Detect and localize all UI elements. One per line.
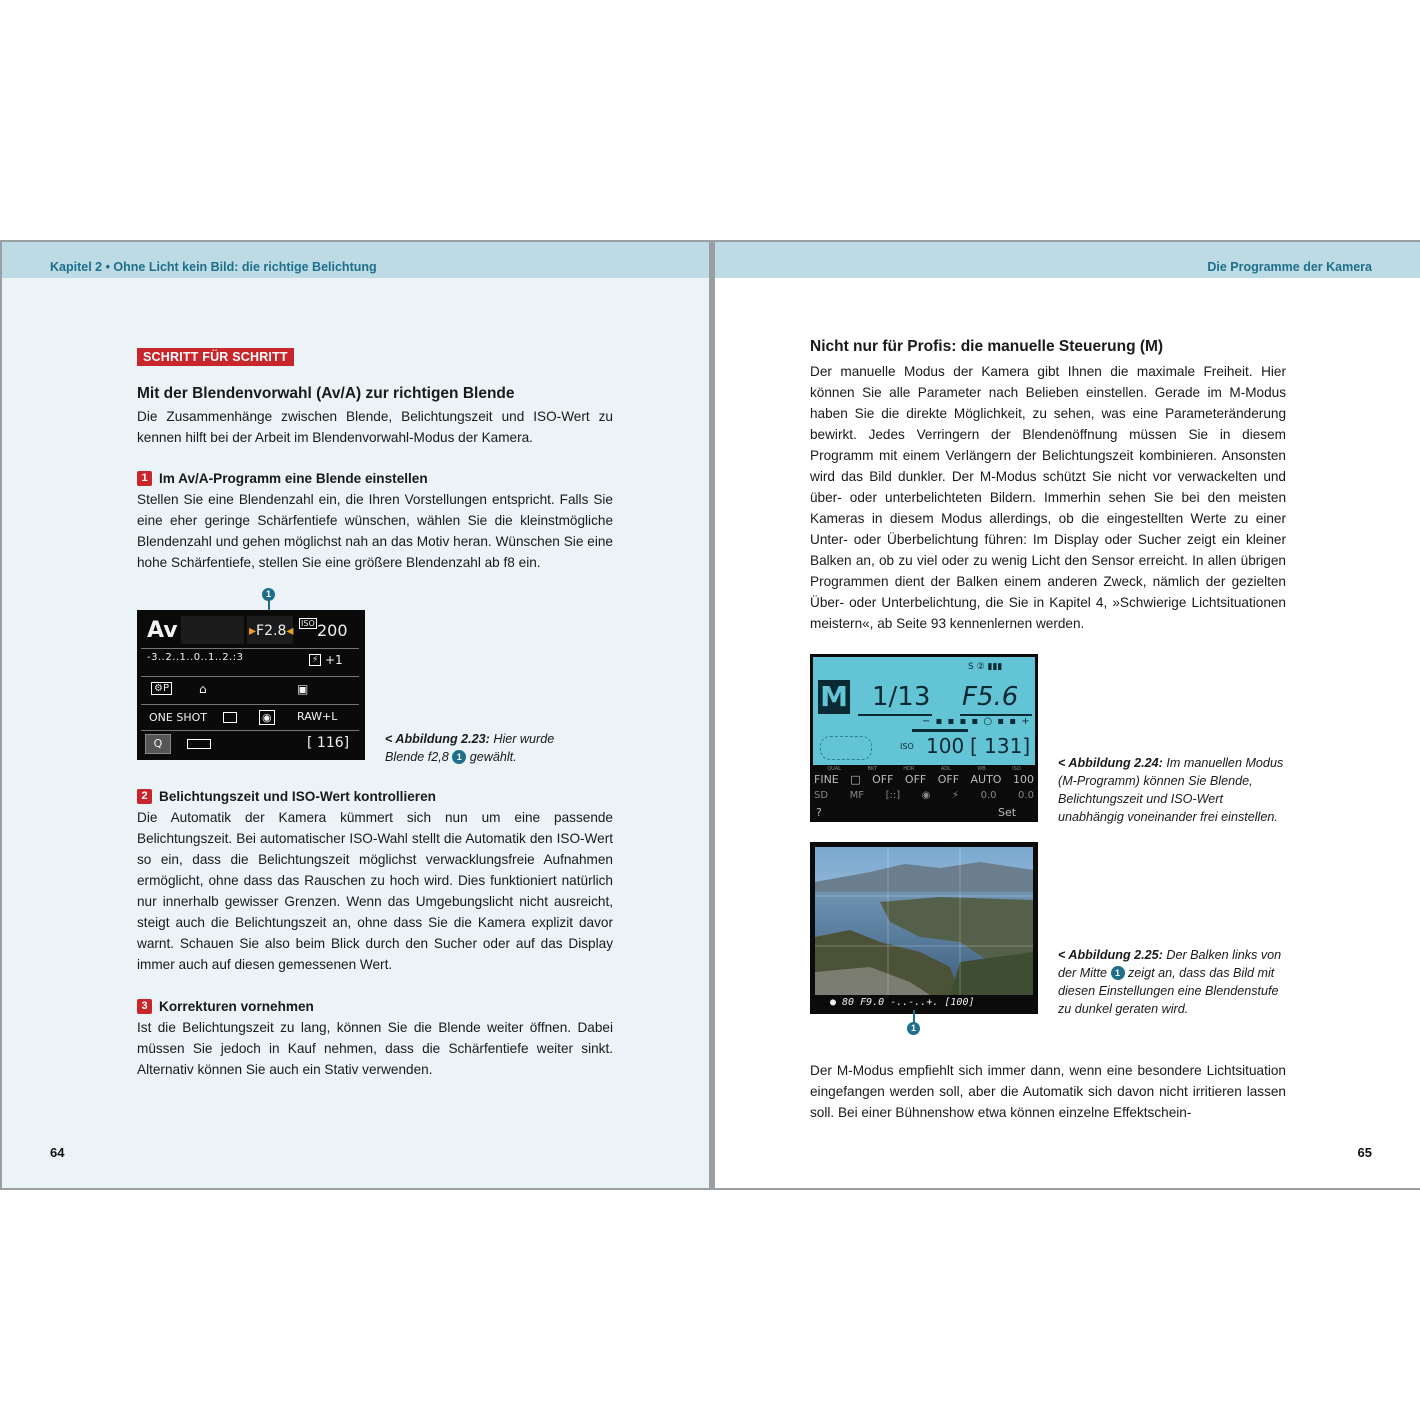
row-label-iso: ISO [1012, 766, 1021, 772]
right-running-head-text: Die Programme der Kamera [1207, 260, 1372, 274]
picture-style-icon: ⚙P [151, 682, 172, 695]
lcd-mode: Av [147, 618, 178, 643]
flash-comp-icon: ⚡ [309, 654, 321, 666]
step-1-title: Im Av/A-Programm eine Blende einstellen [159, 471, 428, 486]
live-view-frame [810, 842, 1038, 1014]
lcd-underexposure-bar [912, 729, 968, 732]
lcd-divider [141, 704, 359, 705]
right-section-heading: Nicht nur für Profis: die manuelle Steuerung (M) [810, 338, 1164, 355]
step-by-step-banner: SCHRITT FÜR SCHRITT [137, 348, 294, 366]
lcd-af-mode: ONE SHOT [149, 711, 207, 724]
lcd-exposure-bar: − ▪ ▪ ▪ ▪ ○ ▪ ▪ + [922, 716, 1031, 727]
canon-lcd-screen [137, 610, 365, 760]
right-page [715, 242, 1420, 1188]
left-text-block-2 [137, 786, 613, 1080]
lcd-shutter: 1/13 [872, 682, 931, 712]
right-text-block-2 [810, 1060, 1286, 1123]
lcd-aperture-arrows: ▸F2.8◂ [249, 623, 294, 639]
lcd-set-label[interactable]: Set [998, 806, 1017, 819]
book-spread [0, 240, 1420, 1190]
figure-223-caption-text-b: gewählt. [469, 750, 517, 764]
lcd-row2-flash[interactable]: ⚡ [951, 790, 960, 801]
figure-224-caption-label: Abbildung 2.24: [1068, 756, 1163, 770]
lcd-m-mode: M [818, 680, 850, 714]
lcd-iso: 200 [317, 621, 348, 640]
lcd-row-1 [814, 773, 1034, 786]
step-1-number: 1 [137, 471, 152, 486]
right-running-head [715, 242, 1420, 278]
figure-225-marker: 1 [907, 1022, 920, 1035]
white-balance-icon: ⌂ [199, 682, 207, 696]
lcd-row2-exp-comp[interactable]: 0.0 [1018, 790, 1034, 801]
lcd-row2-metering[interactable]: ◉ [921, 790, 931, 801]
lcd-shots-remaining: [ 116] [307, 735, 350, 751]
left-page-number: 64 [50, 1145, 65, 1160]
figure-223-marker: 1 [262, 588, 275, 601]
right-paragraph-1: Der manuelle Modus der Kamera gibt Ihnen die maximale Freiheit. Hier können Sie alle Parameter nach Belieben einstellen. Gerade im M-Modus haben Sie die direkte Möglichkeit, zu sehen, was eine Parameteränderung bewirkt. Jedes Verringern der Blendenöffnung müssen Sie in diesem Programm mit einem Verlängern der Belichtungszeit kombinieren. Ansonsten wird das Bild dunkler. Der M-Modus schützt Sie nicht vor verwackelten und über- oder unterbelichteten Bildern. Immerhin sehen Sie bei den meisten Kameras in diesem Modus allerdings, ob die eingestellten Werte zu einer Unter- oder Überbelichtung führen: Im Display oder Sucher zeigt ein kleiner Balken an, ob zu viel oder zu wenig Licht den Sensor erreicht. In allen übrigen Programmen dient der Balken einem anderen Zweck, nämlich der gezielten Über- oder Unterbelichtung, die Sie in Kapitel 4, »Schwierige Lichtsituationen meistern«, ab Seite 93 kennenlernen werden. [810, 364, 1286, 631]
left-page [2, 242, 709, 1188]
row-label-qual: QUAL [827, 766, 842, 772]
intro-paragraph: Die Zusammenhänge zwischen Blende, Belichtungszeit und ISO-Wert zu kennen hilft bei der Arbeit im Blendenvorwahl-Modus der Kamera. [137, 409, 613, 445]
figure-223-caption-text-a: Hier wurde Blende f2,8 [385, 732, 555, 764]
live-view-status-line: ● 80 F9.0 -..-..+. [100] [830, 997, 975, 1008]
lcd-aperture: F2.8 [256, 623, 287, 639]
lcd-divider [141, 676, 359, 677]
drive-single-icon [223, 712, 237, 723]
step-2-heading [137, 786, 613, 807]
lcd-row1-drive[interactable]: □ [850, 773, 861, 786]
lcd-iso-m: 100 [926, 734, 965, 758]
row-label-adl: ADL [940, 766, 951, 772]
lcd-row1-adl[interactable]: OFF [937, 773, 960, 786]
lcd-shutter-box [181, 616, 244, 644]
step-3-title: Korrekturen vornehmen [159, 999, 314, 1014]
figure-225-caption: < Abbildung 2.25: Der Balken links von der Mitte 1 zeigt an, dass das Bild mit diesen Einstellungen eine Blendenstufe zu dunkel geraten wird. [1058, 948, 1282, 1016]
figure-224-caption: < Abbildung 2.24: Im manuellen Modus (M-Programm) können Sie Blende, Belichtungszeit und ISO-Wert unabhängig voneinander frei einstellen. [1058, 756, 1284, 824]
right-page-number: 65 [1357, 1145, 1372, 1160]
lcd-iso-label: ISO [301, 619, 315, 628]
q-button[interactable]: Q [145, 734, 171, 754]
lcd-row1-hdr[interactable]: OFF [904, 773, 927, 786]
figure-224-caption-text: Im manuellen Modus (M-Programm) können Sie Blende, Belichtungszeit und ISO-Wert unabhängig voneinander frei einstellen. [1058, 756, 1284, 824]
row-label-hdr: HDR [903, 766, 915, 772]
lcd-row2-focus[interactable]: MF [849, 790, 865, 801]
left-running-head-text: Kapitel 2 • Ohne Licht kein Bild: die richtige Belichtung [50, 260, 377, 274]
figure-223-caption: < Abbildung 2.23: Hier wurde Blende f2,8 1 gewählt. [385, 732, 555, 764]
lcd-row2-af-area[interactable]: [::] [885, 790, 901, 801]
lighting-optimizer-icon: ▣ [297, 682, 309, 696]
lcd-quality: RAW+L [297, 710, 338, 723]
af-points-icon [820, 736, 872, 760]
lcd-row2-card[interactable]: SD [814, 790, 829, 801]
step-3-number: 3 [137, 999, 152, 1014]
lcd-row1-iso[interactable]: 100 [1012, 773, 1034, 786]
right-text-block [810, 337, 1286, 634]
figure-223-caption-label: Abbildung 2.23: [395, 732, 490, 746]
lcd-shots-m: [ 131] [970, 734, 1031, 758]
coastal-landscape-photo [810, 842, 1038, 1014]
lcd-exposure-scale: -3..2..1..0..1..2.:3 [147, 652, 244, 663]
figure-225-caption-marker: 1 [1111, 966, 1125, 980]
lcd-row1-wb[interactable]: AUTO [970, 773, 1002, 786]
row-label-wb: WB [977, 766, 986, 772]
step-2-text: Die Automatik der Kamera kümmert sich nun um eine passende Belichtungszeit. Bei automatischer ISO-Wahl stellt die Automatik den ISO-Wert so ein, dass die Belichtungszeit möglichst verwacklungsfreie Aufnahmen ermöglicht, ohne dass das Rauschen zu hoch wird. Dies funktioniert natürlich nur innerhalb gewisser Grenzen. Wenn das Umgebungslicht nicht ausreicht, steigt auch die Belichtungszeit an, ohne dass Sie die Kamera explizit davor warnt. Schauen Sie also beim Blick durch den Sucher oder auf das Display immer auch auf diesen gemessenen Wert. [137, 810, 613, 972]
lcd-row2-flash-comp[interactable]: 0.0 [980, 790, 997, 801]
lcd-shutter-underline [858, 714, 932, 716]
step-1-text: Stellen Sie eine Blendenzahl ein, die Ihren Vorstellungen entspricht. Falls Sie eine eher geringe Schärfentiefe wünschen, wählen Sie die kleinstmögliche Blendenzahl und gehen möglichst nah an das Motiv heran. Wünschen Sie eine hohe Schärfentiefe, stellen Sie eine größere Blendenzahl ab f8 ein. [137, 492, 613, 570]
figure-223-caption-marker: 1 [452, 750, 466, 764]
nikon-lcd-screen [810, 654, 1038, 822]
step-3-heading [137, 996, 613, 1017]
lcd-row1-bkt[interactable]: OFF [872, 773, 894, 786]
right-paragraph-2: Der M-Modus empfiehlt sich immer dann, wenn eine besondere Lichtsituation eingefangen werden soll, aber die Automatik sich davon nicht irritieren lassen soll. Bei einer Bühnenshow etwa können einzelne Effektschein- [810, 1063, 1286, 1120]
lcd-iso-label-m: ISO [900, 742, 914, 751]
lcd-row-labels [814, 766, 1034, 772]
metering-icon: ◉ [259, 710, 275, 725]
lcd-help-icon[interactable]: ? [816, 806, 822, 819]
row-label-bkt: BKT [867, 766, 877, 772]
figure-225-caption-label: Abbildung 2.25: [1068, 948, 1163, 962]
lcd-divider [141, 730, 359, 731]
battery-icon [187, 739, 211, 749]
figure-225-caption-text-a: Der Balken links von der Mitte [1058, 948, 1282, 980]
lcd-row-2 [814, 790, 1034, 801]
step-1-heading [137, 468, 613, 489]
lcd-aperture-m: F5.6 [962, 682, 1019, 712]
step-2-title: Belichtungszeit und ISO-Wert kontrollieren [159, 789, 436, 804]
step-3-text: Ist die Belichtungszeit zu lang, können Sie die Blende weiter öffnen. Dabei müssen Sie jedoch in Kauf nehmen, dass die Schärfentiefe weiter sinkt. Alternativ können Sie auch ein Stativ verwenden. [137, 1020, 613, 1077]
left-running-head [2, 242, 709, 278]
step-2-number: 2 [137, 789, 152, 804]
left-text-block [137, 384, 613, 573]
figure-225-caption-text-b: zeigt an, dass das Bild mit diesen Einstellungen eine Blendenstufe zu dunkel geraten wird. [1058, 966, 1279, 1016]
lcd-row1-quality[interactable]: FINE [814, 773, 839, 786]
section-heading: Mit der Blendenvorwahl (Av/A) zur richtigen Blende [137, 385, 515, 402]
lcd-flash-comp: +1 [325, 653, 343, 667]
lcd-top-icons: S ② ▮▮▮ [968, 662, 1003, 672]
lcd-divider [141, 648, 359, 649]
